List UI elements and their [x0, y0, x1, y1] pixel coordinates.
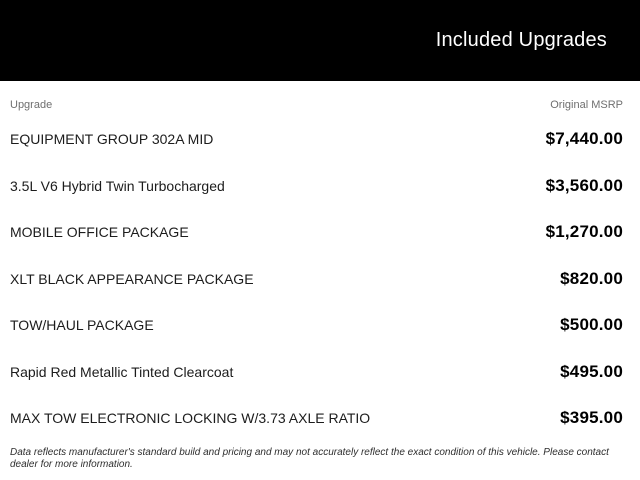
upgrade-msrp: $820.00	[560, 268, 623, 288]
table-row	[10, 395, 623, 442]
column-header-original-msrp: Original MSRP	[550, 99, 623, 111]
table-row	[10, 116, 623, 163]
upgrade-msrp: $500.00	[560, 315, 623, 335]
upgrade-msrp: $7,440.00	[545, 129, 623, 149]
upgrade-name: XLT BLACK APPEARANCE PACKAGE	[10, 270, 254, 287]
table-row	[10, 302, 623, 349]
upgrade-name: Rapid Red Metallic Tinted Clearcoat	[10, 363, 234, 380]
table-column-headers	[10, 99, 623, 112]
upgrade-msrp: $395.00	[560, 408, 623, 428]
upgrade-msrp: $3,560.00	[545, 175, 623, 195]
upgrade-name: EQUIPMENT GROUP 302A MID	[10, 131, 214, 148]
table-row	[10, 256, 623, 303]
table-row	[10, 349, 623, 396]
upgrade-name: MAX TOW ELECTRONIC LOCKING W/3.73 AXLE RATIO	[10, 410, 371, 427]
upgrade-name: 3.5L V6 Hybrid Twin Turbocharged	[10, 177, 225, 194]
upgrades-table	[0, 81, 640, 442]
upgrade-msrp: $495.00	[560, 361, 623, 381]
table-rows	[10, 116, 623, 442]
disclaimer-text: Data reflects manufacturer's standard build and pricing and may not accurately reflect the exact condition of this vehicle. Please contact dealer for more information.	[10, 446, 609, 470]
included-upgrades-header	[0, 0, 640, 81]
upgrade-name: TOW/HAUL PACKAGE	[10, 317, 154, 334]
table-row	[10, 209, 623, 256]
column-header-upgrade: Upgrade	[10, 99, 53, 111]
page-title: Included Upgrades	[435, 29, 607, 51]
upgrade-msrp: $1,270.00	[545, 222, 623, 242]
upgrade-name: MOBILE OFFICE PACKAGE	[10, 224, 189, 241]
table-row	[10, 163, 623, 210]
